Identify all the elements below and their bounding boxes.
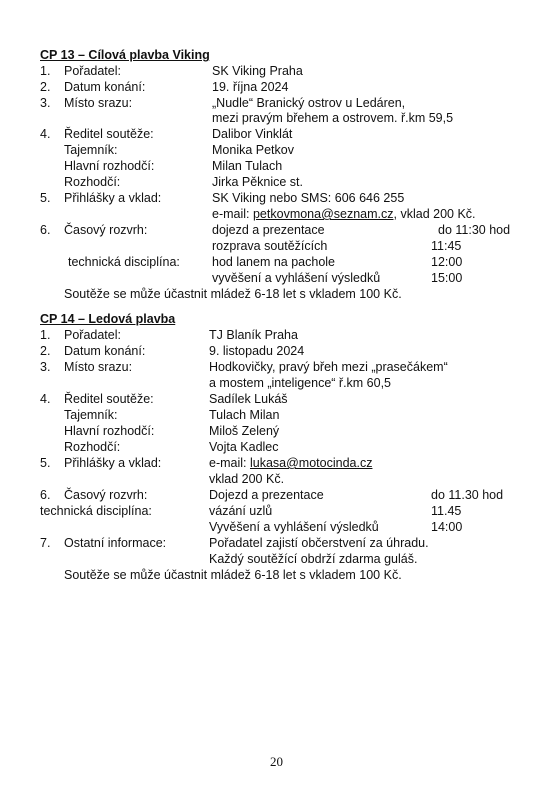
cp13-venue-label: Místo srazu: <box>64 96 133 110</box>
cp14-youth-note: Soutěže se může účastnit mládež 6-18 let s vkladem 100 Kč. <box>64 568 402 582</box>
cp13-heading: CP 13 – Cílová plavba Viking <box>40 48 210 62</box>
cp13-row4-num: 4. <box>40 127 51 141</box>
cp13-chief-referee-value: Milan Tulach <box>212 159 283 173</box>
cp14-email-link[interactable]: lukasa@motocinda.cz <box>249 456 373 470</box>
cp13-email-link[interactable]: petkovmona@seznam.cz <box>252 207 394 221</box>
cp14-row5-num: 5. <box>40 456 51 470</box>
cp13-venue-line2: mezi pravým břehem a ostrovem. ř.km 59,5 <box>212 111 454 125</box>
cp14-email-line <box>209 456 372 471</box>
cp14-schedule-item2: vázání uzlů <box>209 504 273 518</box>
cp14-venue-line1: Hodkovičky, pravý břeh mezi „prasečákem“ <box>209 360 448 374</box>
cp14-organizer-label: Pořadatel: <box>64 328 121 342</box>
cp14-email-prefix: e-mail: <box>209 456 250 470</box>
cp13-row3-num: 3. <box>40 96 51 110</box>
cp13-schedule-time4: 15:00 <box>431 271 463 285</box>
cp13-secretary-label: Tajemník: <box>64 143 118 157</box>
cp13-row6-num: 6. <box>40 223 51 237</box>
cp13-schedule-item2: rozprava soutěžících <box>212 239 328 253</box>
cp14-schedule-time3: 14:00 <box>431 520 463 534</box>
cp14-other-info-label: Ostatní informace: <box>64 536 167 550</box>
cp13-email-suffix: , vklad 200 Kč. <box>393 207 476 221</box>
cp14-secretary-label: Tajemník: <box>64 408 118 422</box>
cp14-row4-num: 4. <box>40 392 51 406</box>
cp14-heading: CP 14 – Ledová plavba <box>40 312 176 326</box>
cp14-row2-num: 2. <box>40 344 51 358</box>
cp14-referee-value: Vojta Kadlec <box>209 440 279 454</box>
cp14-row6-num: 6. <box>40 488 51 502</box>
cp14-referee-label: Rozhodčí: <box>64 440 121 454</box>
cp13-chief-referee-label: Hlavní rozhodčí: <box>64 159 155 173</box>
cp13-date-value: 19. října 2024 <box>212 80 289 94</box>
cp14-date-value: 9. listopadu 2024 <box>209 344 305 358</box>
cp14-row3-num: 3. <box>40 360 51 374</box>
cp14-row7-num: 7. <box>40 536 51 550</box>
page-number: 20 <box>270 754 283 769</box>
cp13-row2-num: 2. <box>40 80 51 94</box>
cp13-director-value: Dalibor Vinklát <box>212 127 293 141</box>
cp14-venue-label: Místo srazu: <box>64 360 133 374</box>
cp13-date-label: Datum konání: <box>64 80 146 94</box>
cp14-director-value: Sadílek Lukáš <box>209 392 288 406</box>
cp13-schedule-label: Časový rozvrh: <box>64 223 148 237</box>
cp14-schedule-time1: do 11.30 hod <box>431 488 504 502</box>
cp13-director-label: Ředitel soutěže: <box>64 127 154 141</box>
cp14-director-label: Ředitel soutěže: <box>64 392 154 406</box>
cp14-venue-line2: a mostem „inteligence“ ř.km 60,5 <box>209 376 392 390</box>
cp13-row5-num: 5. <box>40 191 51 205</box>
cp13-schedule-time2: 11:45 <box>431 239 462 253</box>
cp14-schedule-label: Časový rozvrh: <box>64 488 148 502</box>
cp13-registration-label: Přihlášky a vklad: <box>64 191 162 205</box>
cp13-organizer-value: SK Viking Praha <box>212 64 303 78</box>
cp14-schedule-item1: Dojezd a prezentace <box>209 488 324 502</box>
cp13-schedule-time3: 12:00 <box>431 255 463 269</box>
cp14-registration-label: Přihlášky a vklad: <box>64 456 162 470</box>
cp14-date-label: Datum konání: <box>64 344 146 358</box>
cp13-schedule-time1: do 11:30 hod <box>438 223 511 237</box>
cp14-other-info-line1: Pořadatel zajistí občerstvení za úhradu. <box>209 536 429 550</box>
cp14-chief-referee-value: Miloš Zelený <box>209 424 280 438</box>
cp13-organizer-label: Pořadatel: <box>64 64 121 78</box>
cp14-tech-label: technická disciplína: <box>40 504 152 518</box>
cp13-email-line <box>212 207 476 222</box>
cp14-fee: vklad 200 Kč. <box>209 472 285 486</box>
cp13-row1-num: 1. <box>40 64 51 78</box>
cp13-referee-label: Rozhodčí: <box>64 175 121 189</box>
cp13-schedule-item3: hod lanem na pachole <box>212 255 336 269</box>
cp14-organizer-value: TJ Blaník Praha <box>209 328 298 342</box>
cp13-schedule-item1: dojezd a prezentace <box>212 223 325 237</box>
cp14-other-info-line2: Každý soutěžící obdrží zdarma guláš. <box>209 552 418 566</box>
cp13-youth-note: Soutěže se může účastnit mládež 6-18 let s vkladem 100 Kč. <box>64 287 402 301</box>
cp13-email-prefix: e-mail: <box>212 207 253 221</box>
cp14-chief-referee-label: Hlavní rozhodčí: <box>64 424 155 438</box>
cp13-venue-line1: „Nudle“ Branický ostrov u Ledáren, <box>212 96 406 110</box>
cp13-tech-label: technická disciplína: <box>68 255 180 269</box>
cp13-schedule-item4: vyvěšení a vyhlášení výsledků <box>212 271 381 285</box>
cp14-row1-num: 1. <box>40 328 51 342</box>
cp13-secretary-value: Monika Petkov <box>212 143 294 157</box>
cp14-secretary-value: Tulach Milan <box>209 408 280 422</box>
cp14-schedule-item3: Vyvěšení a vyhlášení výsledků <box>209 520 379 534</box>
cp13-registration-value: SK Viking nebo SMS: 606 646 255 <box>212 191 405 205</box>
cp14-schedule-time2: 11.45 <box>431 504 462 518</box>
cp13-referee-value: Jirka Pěknice st. <box>212 175 304 189</box>
